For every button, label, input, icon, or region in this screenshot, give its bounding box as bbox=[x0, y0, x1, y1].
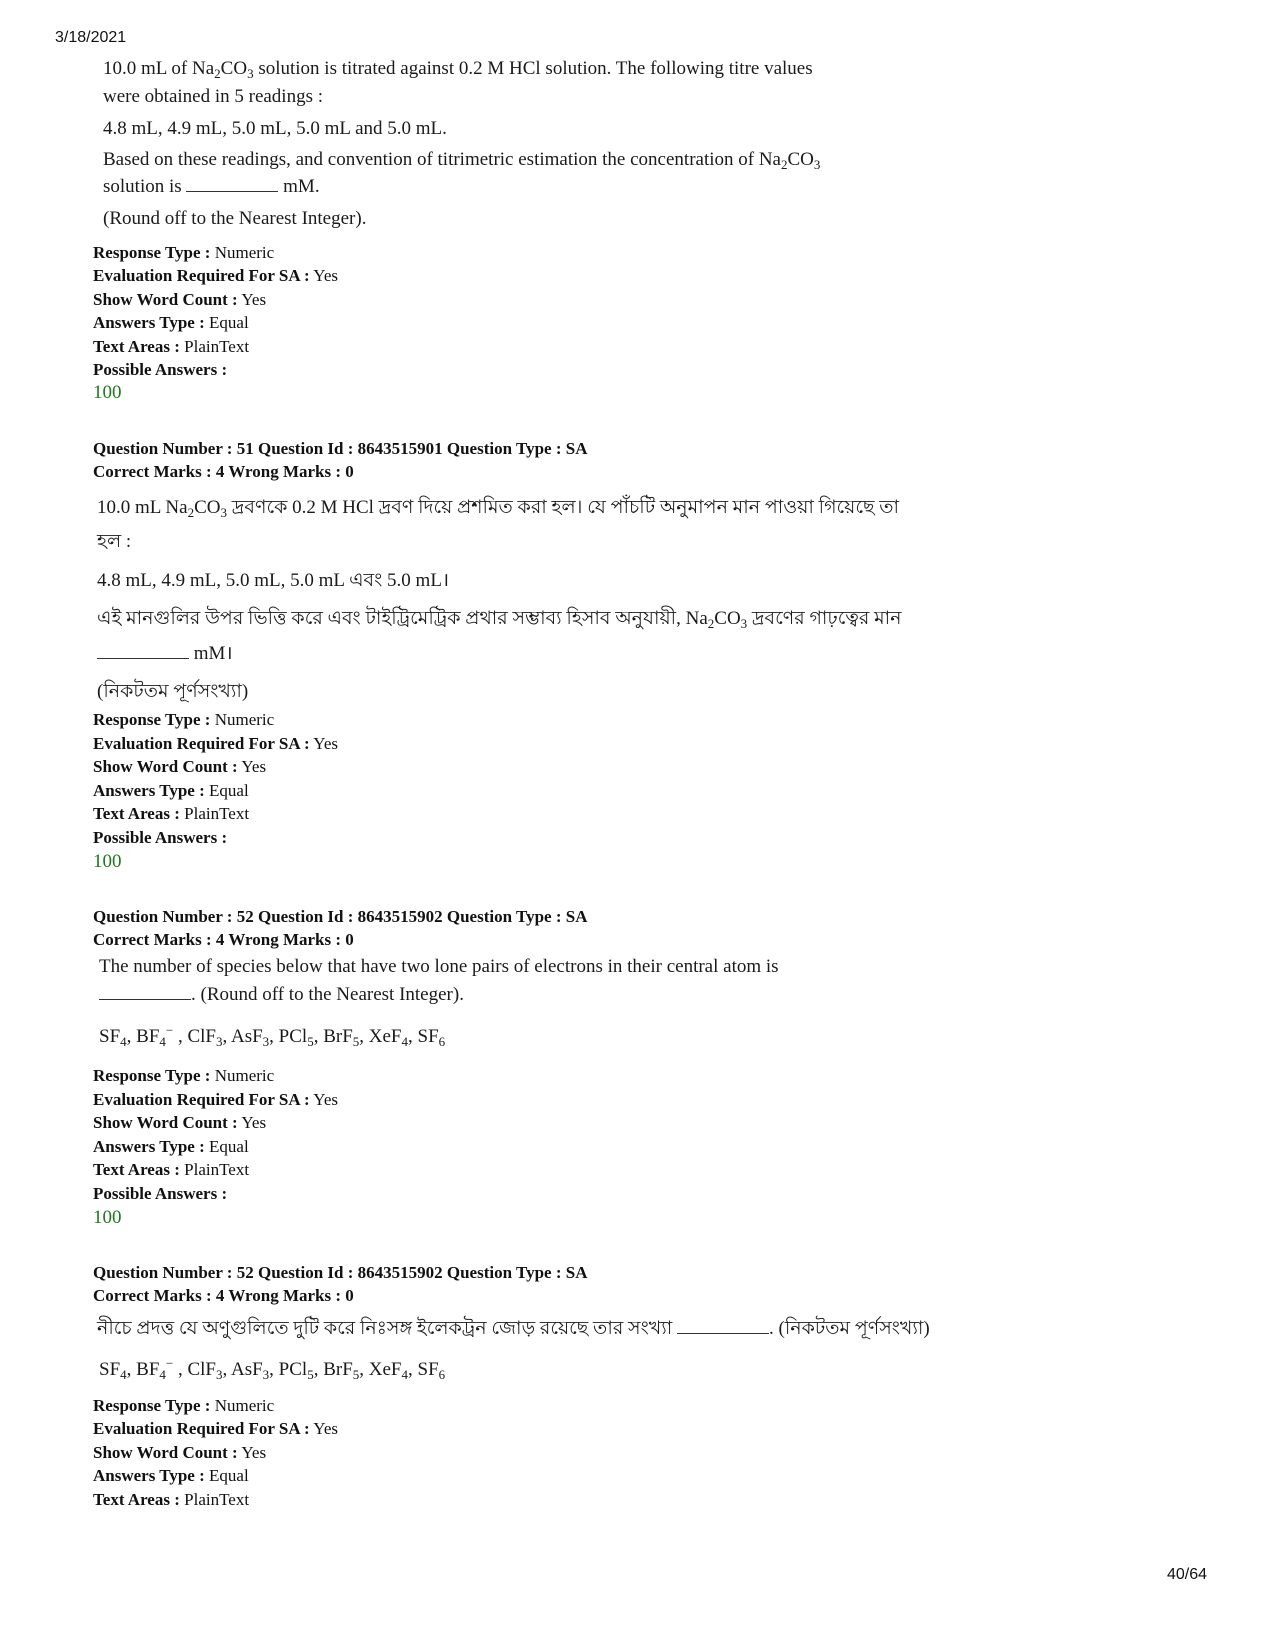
possible-answer: 100 bbox=[93, 382, 122, 403]
question-marks: Correct Marks : 4 Wrong Marks : 0 bbox=[93, 930, 354, 949]
question-text-line: হল : bbox=[97, 531, 132, 552]
question-header: Question Number : 52 Question Id : 8643515902 Question Type : SA bbox=[93, 1263, 588, 1282]
show-word-count: Show Word Count : Yes bbox=[93, 1113, 267, 1132]
question-text-line: were obtained in 5 readings : bbox=[103, 86, 324, 107]
evaluation-required: Evaluation Required For SA : Yes bbox=[93, 1419, 339, 1438]
question-header: Question Number : 51 Question Id : 8643515901 Question Type : SA bbox=[93, 439, 588, 458]
question-marks: Correct Marks : 4 Wrong Marks : 0 bbox=[93, 1286, 354, 1305]
evaluation-required: Evaluation Required For SA : Yes bbox=[93, 734, 339, 753]
question-text-line: mM। bbox=[97, 639, 233, 665]
page-number: 40/64 bbox=[1167, 1566, 1208, 1583]
answers-type: Answers Type : Equal bbox=[93, 1137, 249, 1156]
question-text-line: . (Round off to the Nearest Integer). bbox=[99, 984, 464, 1006]
text-areas: Text Areas : PlainText bbox=[93, 1160, 250, 1179]
evaluation-required: Evaluation Required For SA : Yes bbox=[93, 266, 339, 285]
answer-blank bbox=[677, 1319, 769, 1334]
text-areas: Text Areas : PlainText bbox=[93, 804, 250, 823]
answer-blank bbox=[97, 644, 189, 659]
response-type: Response Type : Numeric bbox=[93, 1066, 275, 1085]
response-type: Response Type : Numeric bbox=[93, 1396, 275, 1415]
text-areas: Text Areas : PlainText bbox=[93, 337, 250, 356]
possible-answers-label: Possible Answers : bbox=[93, 828, 228, 847]
show-word-count: Show Word Count : Yes bbox=[93, 1443, 267, 1462]
possible-answer: 100 bbox=[93, 1207, 122, 1228]
possible-answers-label: Possible Answers : bbox=[93, 360, 228, 379]
evaluation-required: Evaluation Required For SA : Yes bbox=[93, 1090, 339, 1109]
answer-blank bbox=[186, 177, 278, 192]
response-type: Response Type : Numeric bbox=[93, 710, 275, 729]
question-text-line: solution is mM. bbox=[103, 176, 320, 197]
species-list: $SF_4$, $BF_4^-$ , ClF$_3$, AsF$_3$, PCl$_5$, BrF$_5$, XeF$_4$, $SF_6$ bbox=[99, 1355, 446, 1382]
show-word-count: Show Word Count : Yes bbox=[93, 757, 267, 776]
species-list: $SF_4$, $BF_4^-$ , ClF$_3$, AsF$_3$, PCl$_5$, BrF$_5$, XeF$_4$, $SF_6$ bbox=[99, 1022, 446, 1049]
question-text-line: 10.0 mL of $Na_2CO_3$ solution is titrated against 0.2 M HCl solution. The following titre values bbox=[103, 58, 813, 81]
question-text-line: 4.8 mL, 4.9 mL, 5.0 mL, 5.0 mL এবং 5.0 mL। bbox=[97, 570, 450, 591]
response-type: Response Type : Numeric bbox=[93, 243, 275, 262]
question-marks: Correct Marks : 4 Wrong Marks : 0 bbox=[93, 462, 354, 481]
answers-type: Answers Type : Equal bbox=[93, 781, 249, 800]
possible-answer: 100 bbox=[93, 851, 122, 872]
answer-blank bbox=[99, 985, 191, 1000]
possible-answers-label: Possible Answers : bbox=[93, 1184, 228, 1203]
question-text-line: (নিকটতম পূর্ণসংখ্যা) bbox=[97, 681, 249, 702]
print-date: 3/18/2021 bbox=[55, 29, 127, 46]
text-areas: Text Areas : PlainText bbox=[93, 1490, 250, 1509]
question-text-line: 4.8 mL, 4.9 mL, 5.0 mL, 5.0 mL and 5.0 mL. bbox=[103, 118, 447, 139]
question-text-line: Based on these readings, and convention of titrimetric estimation the concentration of $Na_2CO_3$ bbox=[103, 149, 821, 172]
question-text-line: নীচে প্রদত্ত যে অণুগুলিতে দুটি করে নিঃসঙ্গ ইলেকট্রন জোড় রয়েছে তার সংখ্যা . (নিকটতম পূর্ণসংখ্যা) bbox=[97, 1318, 930, 1339]
question-header: Question Number : 52 Question Id : 8643515902 Question Type : SA bbox=[93, 907, 588, 926]
question-text-line: এই মানগুলির উপর ভিত্তি করে এবং টাইট্রিমেট্রিক প্রথার সম্ভাব্য হিসাব অনুযায়ী, $Na_2CO_3$ দ্রবণের গাঢ়ত্বের মান bbox=[97, 608, 902, 631]
question-text-line: 10.0 mL $Na_2CO_3$ দ্রবণকে 0.2 M HCl দ্রবণ দিয়ে প্রশমিত করা হল। যে পাঁচটি অনুমাপন মান পাওয়া গিয়েছে তা bbox=[97, 497, 900, 520]
answers-type: Answers Type : Equal bbox=[93, 313, 249, 332]
question-text-line: The number of species below that have two lone pairs of electrons in their central atom is bbox=[99, 956, 779, 977]
answers-type: Answers Type : Equal bbox=[93, 1466, 249, 1485]
question-text-line: (Round off to the Nearest Integer). bbox=[103, 208, 367, 229]
show-word-count: Show Word Count : Yes bbox=[93, 290, 267, 309]
